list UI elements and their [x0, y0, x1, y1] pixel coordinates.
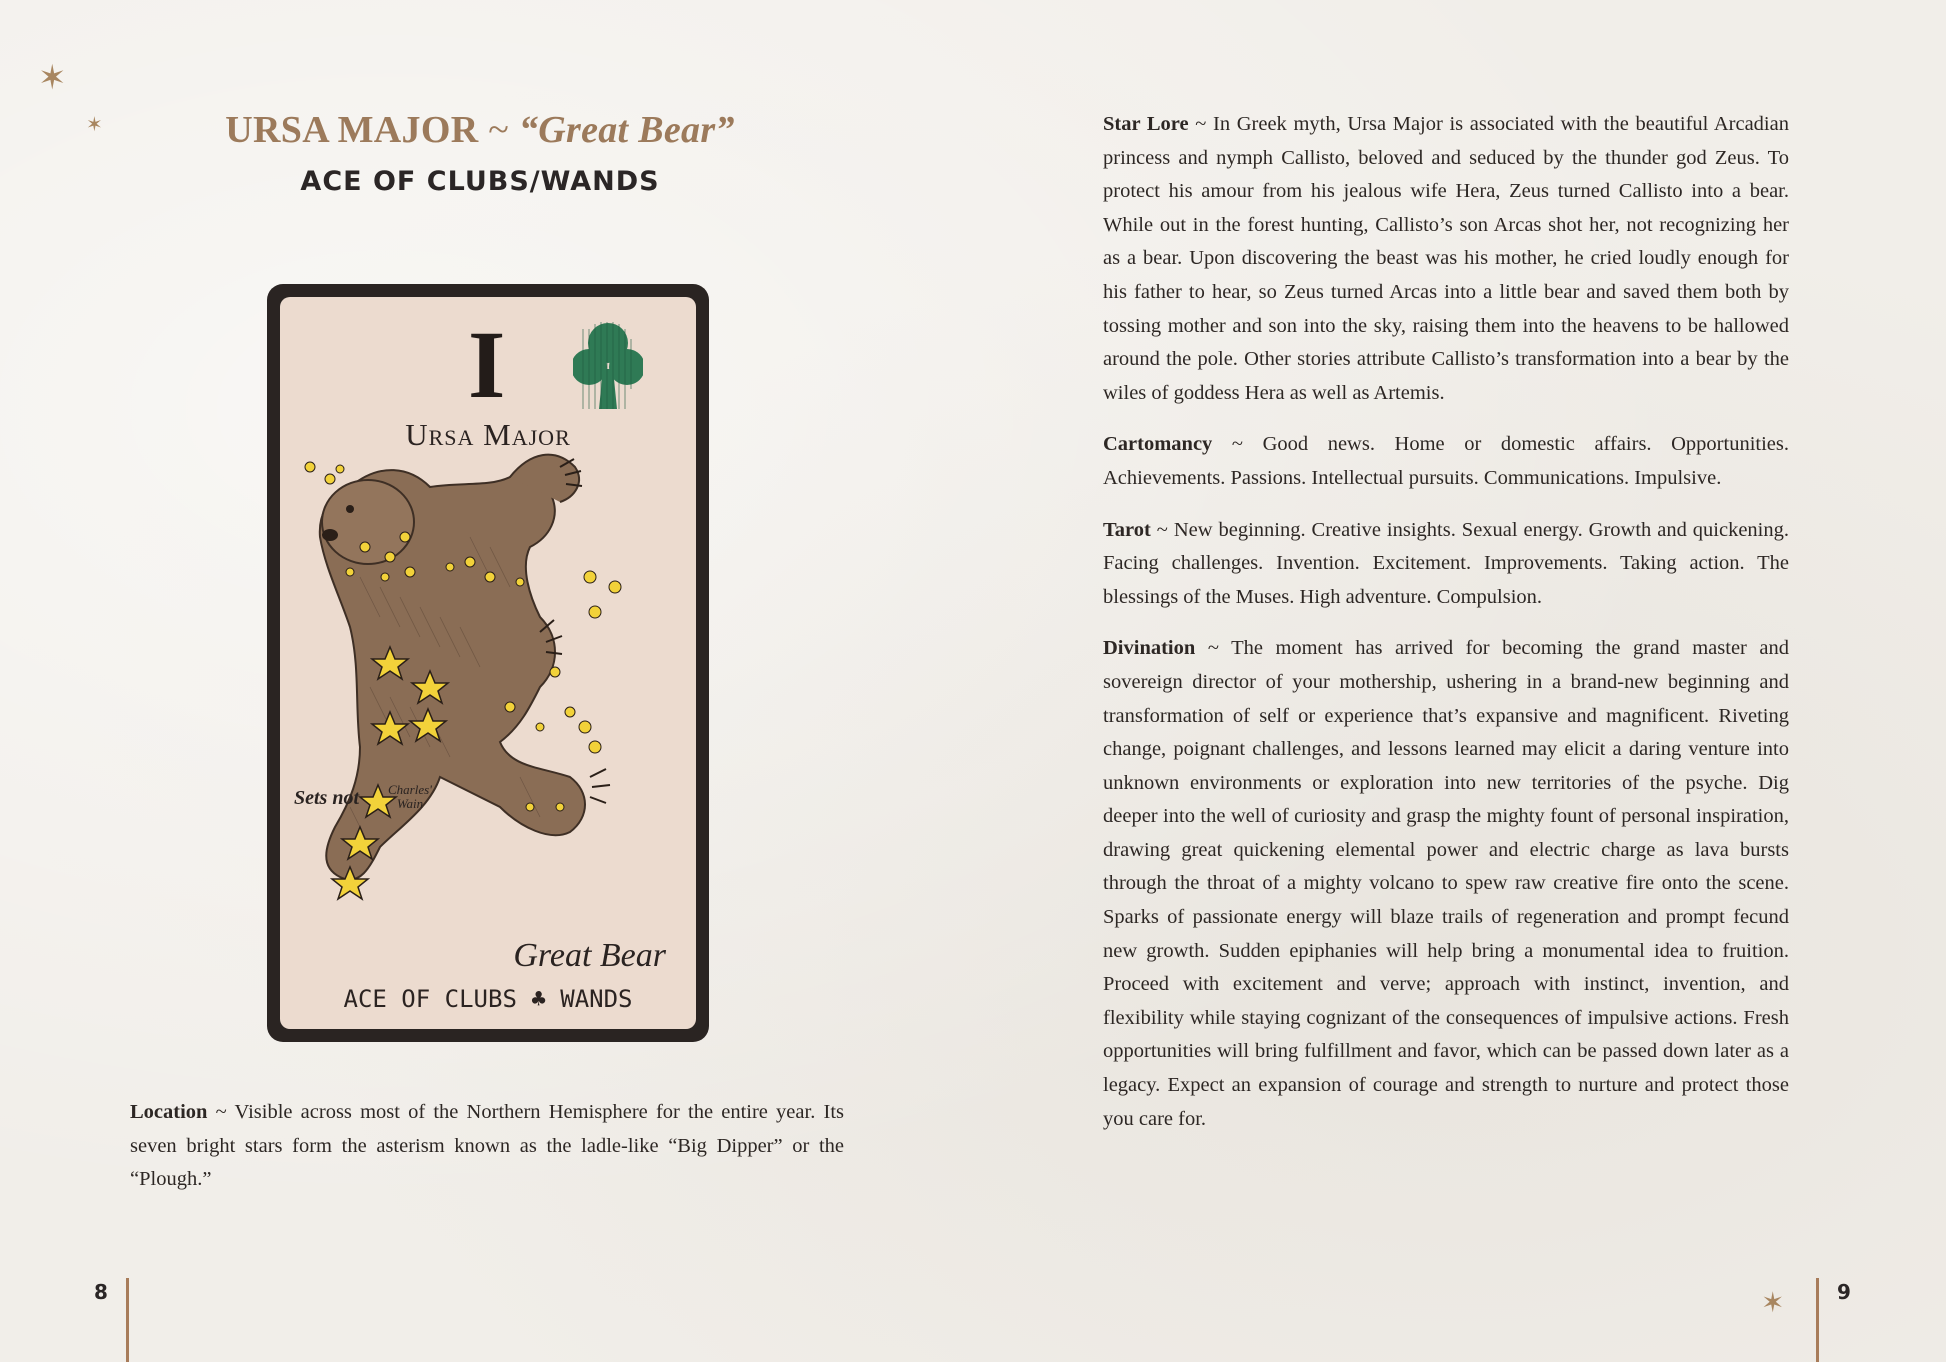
card-numeral: I — [468, 311, 506, 418]
location-paragraph — [130, 1096, 844, 1215]
section-label: Divination — [1103, 637, 1196, 660]
section-text: The moment has arrived for becoming the grand master and sovereign director of your mothership, ushering in a brand-new beginning and transformation of self or experience that’s expansive and magnificent. Riveting change, poignant challenges, and lessons learned may elicit a daring venture into unknown environments or exploration into new territories of the psyche. Dig deeper into the well of curiosity and grasp the mighty fount of personal inspiration, drawing great quickening elemental power and electric charge as lava bursts through the throat of a mighty volcano to spew raw creative fire onto the scene. Sparks of passionate energy will blaze trails of regeneration and prompt fecund new growth. Sudden epiphanies will help bring a monumental idea to fruition. Proceed with excitement and verve; approach with instinct, invention, and flexibility while staying cognizant of the consequences of impulsive actions. Fresh opportunities will bring fulfillment and favor, which can be passed down later as a legacy. Expect an expansion of courage and strength to nurture and protect those you care for. — [1103, 637, 1789, 1130]
right-page — [973, 0, 1946, 1362]
page-title — [130, 108, 830, 152]
section-text: In Greek myth, Ursa Major is associated with the beautiful Arcadian princess and nymph Callisto, beloved and seduced by the thunder god Zeus. To protect his amour from his jealous wife Hera, Zeus turned Callisto into a bear. While out in the forest hunting, Callisto’s son Arcas shot her, not recognizing her as a bear. Upon discovering the beast was his mother, he cried loudly enough for his father to hear, so Zeus turned Arcas into a little bear and saved them both by tossing mother and son into the sky, raising them into the heavens to be hallowed around the pole. Other stories attribute Callisto’s transformation into a bear by the wiles of goddess Hera as well as Artemis. — [1103, 113, 1789, 404]
star-ornament-bottom-icon: ✶ — [1761, 1288, 1785, 1319]
star-ornament-small-icon: ✶ — [86, 114, 103, 136]
wain-line-2: Wain — [396, 796, 424, 812]
card-face — [280, 297, 696, 1029]
tarot-card — [267, 284, 709, 1042]
location-text: Visible across most of the Northern Hemisphere for the entire year. Its seven bright stars form the asterism known as the ladle-like “Big Dipper” or the “Plough.” — [130, 1101, 844, 1191]
card-script-title: Great Bear — [513, 937, 666, 974]
location-label: Location — [130, 1101, 208, 1123]
section-star-lore — [1103, 108, 1789, 410]
page-edge-rule-left — [126, 1278, 129, 1362]
club-suit-icon — [573, 319, 643, 415]
page-number-left: 8 — [94, 1280, 108, 1304]
section-label: Tarot — [1103, 518, 1151, 541]
section-label: Star Lore — [1103, 113, 1189, 135]
section-tarot — [1103, 514, 1789, 615]
title-separator: ~ — [488, 109, 510, 151]
title-name: URSA MAJOR — [225, 109, 479, 151]
section-divination — [1103, 632, 1789, 1136]
wain-line-1: Charles' — [388, 782, 432, 797]
section-separator: ~ — [1150, 518, 1174, 541]
title-block — [130, 108, 830, 197]
section-cartomancy — [1103, 428, 1789, 495]
card-footer: ACE OF CLUBS ♣ WANDS — [343, 985, 633, 1013]
section-label: Cartomancy — [1103, 433, 1213, 456]
bear-illustration — [290, 447, 688, 927]
page-subtitle: ACE OF CLUBS/WANDS — [300, 166, 660, 197]
card-constellation-name: Ursa Major — [405, 417, 571, 452]
page-edge-rule-right — [1816, 1278, 1819, 1362]
section-text: New beginning. Creative insights. Sexual energy. Growth and quickening. Facing challenges. Invention. Excitement. Improvements. Taking action. The blessings of the Muses. High adventure. Compulsion. — [1103, 518, 1789, 608]
section-separator: ~ — [1188, 113, 1213, 135]
section-text: Good news. Home or domestic affairs. Opportunities. Achievements. Passions. Intellectual pursuits. Communications. Impulsive. — [1103, 433, 1789, 489]
right-text-column — [1103, 108, 1789, 1154]
card-label-sets-not: Sets not — [294, 787, 360, 809]
card-label-charles-wain — [388, 783, 432, 812]
star-ornament-icon: ✶ — [38, 60, 67, 97]
section-separator: ~ — [1195, 637, 1232, 660]
section-separator: ~ — [1212, 433, 1263, 456]
location-separator: ~ — [207, 1101, 235, 1123]
title-alt-name: “Great Bear” — [518, 109, 735, 151]
page-number-right: 9 — [1837, 1280, 1851, 1304]
